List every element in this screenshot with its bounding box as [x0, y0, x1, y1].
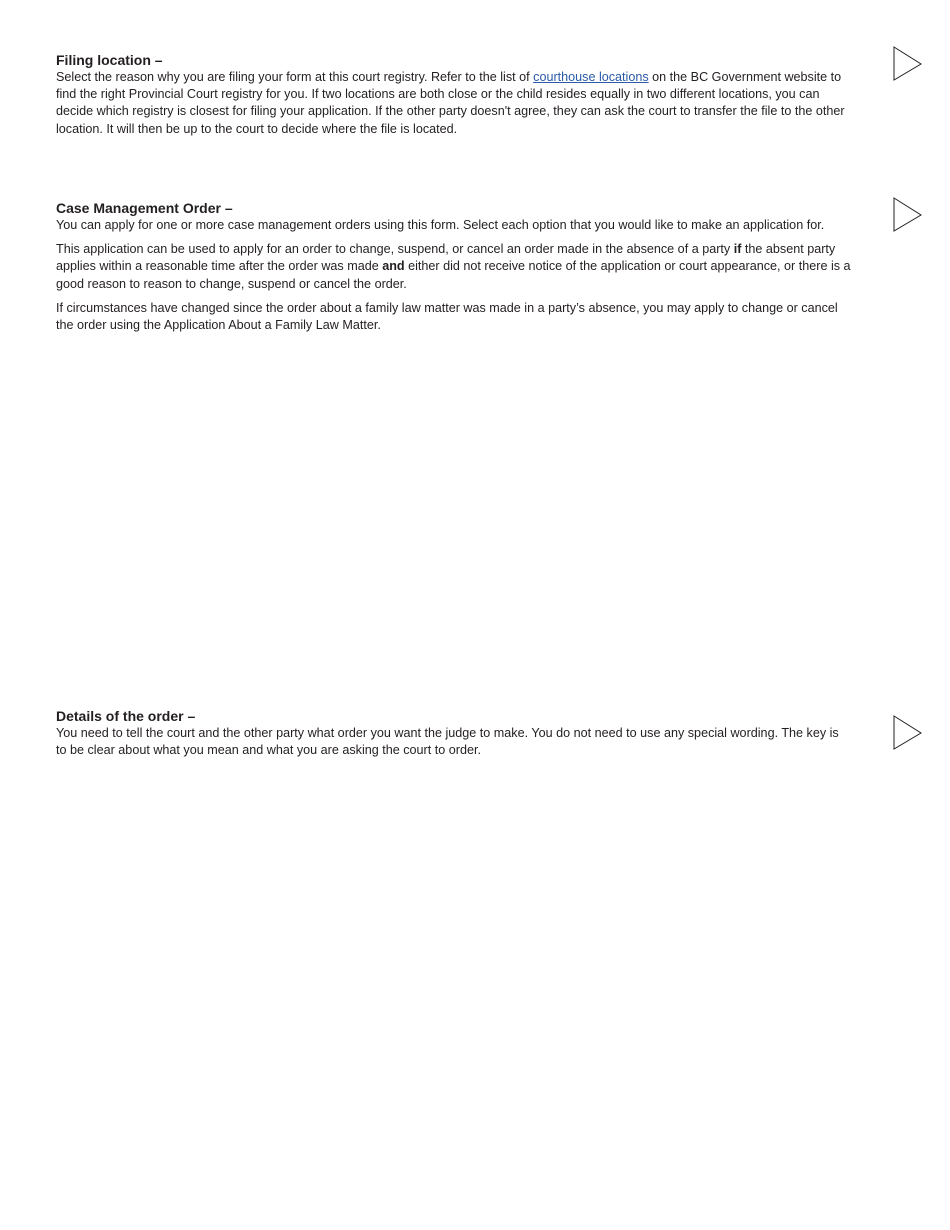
case-management-order-para-1: You can apply for one or more case management orders using this form. Select each option that you would like to make an application for.	[56, 218, 825, 232]
filing-location-text-after-link: on the BC Government website to find the right Provincial Court registry for you. If two locations are both close or the child resides equally in two different locations, you can decide which registry is closest for filing your application. If the other party doesn't agree, they can ask the court to transfer the file to the other location. It will then be up to the court to decide where the file is located.	[56, 70, 845, 136]
para-2-bold-if: if	[733, 242, 742, 257]
para-2-part-3: either did not receive notice of the application or court appearance, or there is a good reason to reason to change, suspend or cancel the order.	[56, 259, 851, 291]
filing-location-arrow-icon[interactable]	[893, 46, 923, 82]
case-management-order-para-2	[56, 241, 852, 293]
details-of-order-para-1: You need to tell the court and the other party what order you want the judge to make. You do not need to use any special wording. The key is to be clear about what you mean and what you are asking the court to order.	[56, 726, 839, 758]
para-2-part-1: This application can be used to apply for an order to change, suspend, or cancel an order made in the absence of a party	[56, 242, 734, 257]
case-management-order-arrow-icon[interactable]	[893, 197, 923, 233]
filing-location-text-before-link: Select the reason why you are filing your form at this court registry. Refer to the list of	[56, 70, 534, 84]
case-management-order-section	[56, 200, 852, 334]
filing-location-heading: Filing location –	[56, 52, 163, 68]
para-2-bold-and: and	[382, 259, 405, 274]
details-of-order-arrow-icon[interactable]	[893, 715, 923, 751]
filing-location-text	[56, 69, 852, 138]
details-of-order-heading: Details of the order –	[56, 708, 196, 724]
para-2-part-2: the absent party applies within a reasonable time after the order was made	[56, 242, 836, 274]
case-management-order-heading: Case Management Order –	[56, 200, 233, 216]
courthouse-locations-link[interactable]: courthouse locations	[533, 70, 649, 84]
details-of-order-section	[56, 708, 852, 759]
case-management-order-para-3: If circumstances have changed since the order about a family law matter was made in a party’s absence, you may apply to change or cancel the order using the Application About a Family Law Matter.	[56, 300, 838, 333]
filing-location-section	[56, 52, 852, 138]
